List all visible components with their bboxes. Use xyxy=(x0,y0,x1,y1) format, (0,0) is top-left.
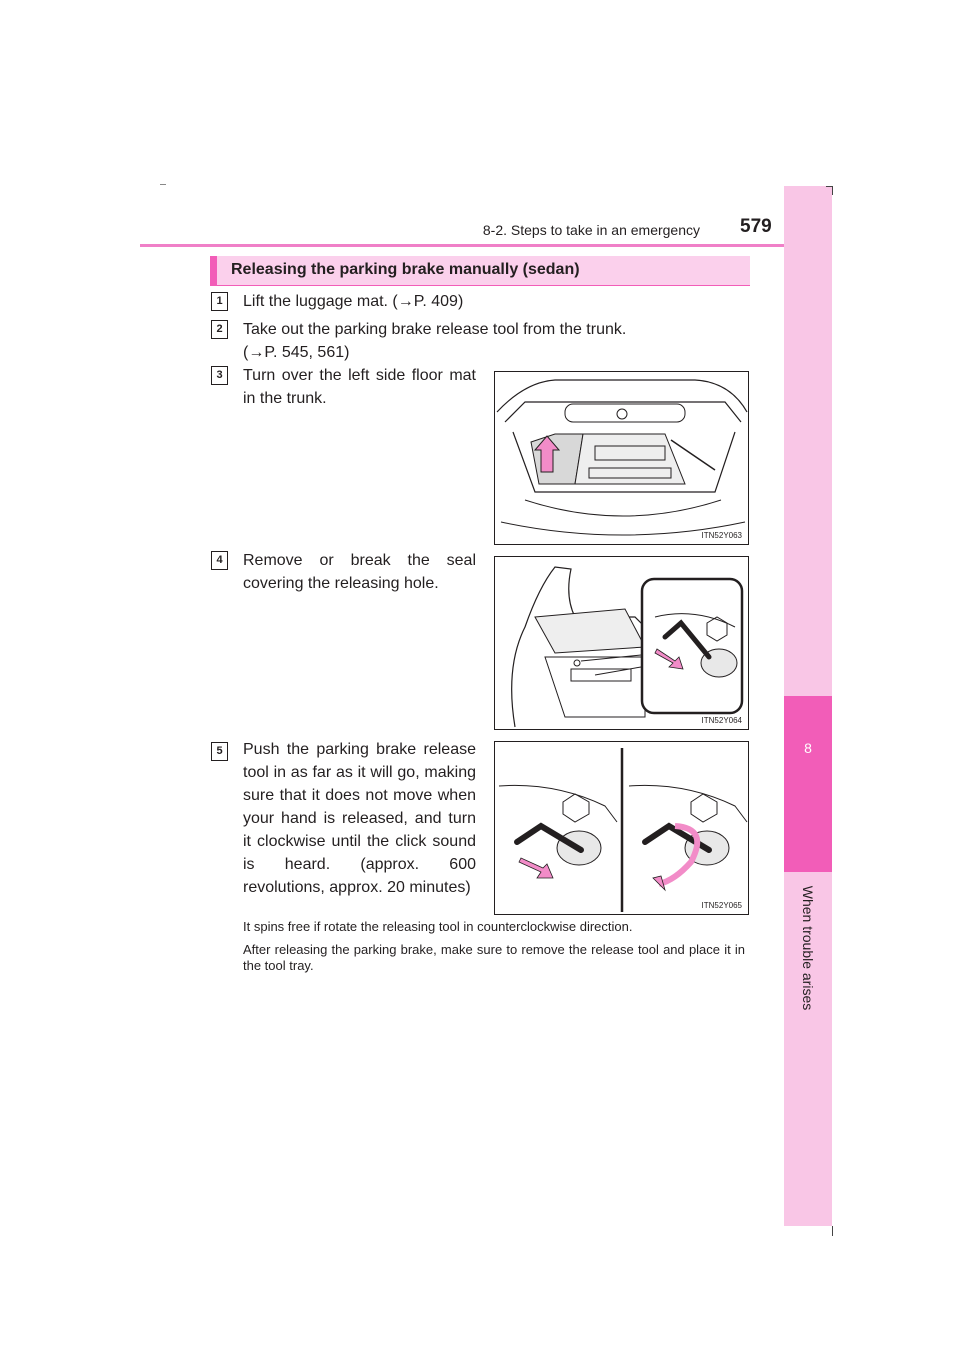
figure-trunk-seal xyxy=(494,556,749,730)
figure-code: ITN52Y063 xyxy=(701,531,742,540)
chapter-number-box xyxy=(784,696,832,872)
step-4-text: Remove or break the seal covering the releasing hole. xyxy=(243,552,476,592)
note-after-release: After releasing the parking brake, make sure to remove the release tool and place it in the tool tray. xyxy=(243,942,745,973)
figure-code: ITN52Y065 xyxy=(701,901,742,910)
step-1-text: Lift the luggage mat. (→P. 409) xyxy=(243,293,464,310)
chapter-number: 8 xyxy=(804,740,812,756)
trunk-seal-removal-icon xyxy=(495,557,749,730)
crop-mark xyxy=(826,1226,833,1236)
step-2-text-line2: (→P. 545, 561) xyxy=(243,344,350,361)
note-counterclockwise: It spins free if rotate the releasing tool in counterclockwise direction. xyxy=(243,919,633,934)
step-5-text: Push the parking brake release tool in as far as it will go, making sure that it does not move when your hand is released, and turn it clockwise until the click sound is heard. (approx. 600 revolutions, approx. 20 minutes) xyxy=(243,741,476,896)
step-number-3: 3 xyxy=(211,366,228,385)
step-number-5: 5 xyxy=(211,742,228,761)
release-tool-rotation-icon xyxy=(495,742,749,915)
step-3-text: Turn over the left side floor mat in the trunk. xyxy=(243,367,476,407)
section-heading-bar xyxy=(210,256,750,286)
crop-mark xyxy=(160,184,166,185)
step-number-4: 4 xyxy=(211,551,228,570)
trunk-floor-mat-icon xyxy=(495,372,749,545)
figure-code: ITN52Y064 xyxy=(701,716,742,725)
step-number-1: 1 xyxy=(211,292,228,311)
chapter-title: When trouble arises xyxy=(800,885,816,1011)
figure-trunk-floor-mat xyxy=(494,371,749,545)
figure-release-tool xyxy=(494,741,749,915)
step-number-2: 2 xyxy=(211,320,228,339)
chapter-side-tab xyxy=(784,186,832,1226)
section-title: Releasing the parking brake manually (sedan) xyxy=(231,261,580,278)
header-section-title: 8-2. Steps to take in an emergency xyxy=(482,222,700,238)
crop-mark xyxy=(826,186,833,195)
step-2-text-line1: Take out the parking brake release tool from the trunk. xyxy=(243,321,627,338)
page-number: 579 xyxy=(740,216,772,237)
header-rule xyxy=(140,244,832,247)
